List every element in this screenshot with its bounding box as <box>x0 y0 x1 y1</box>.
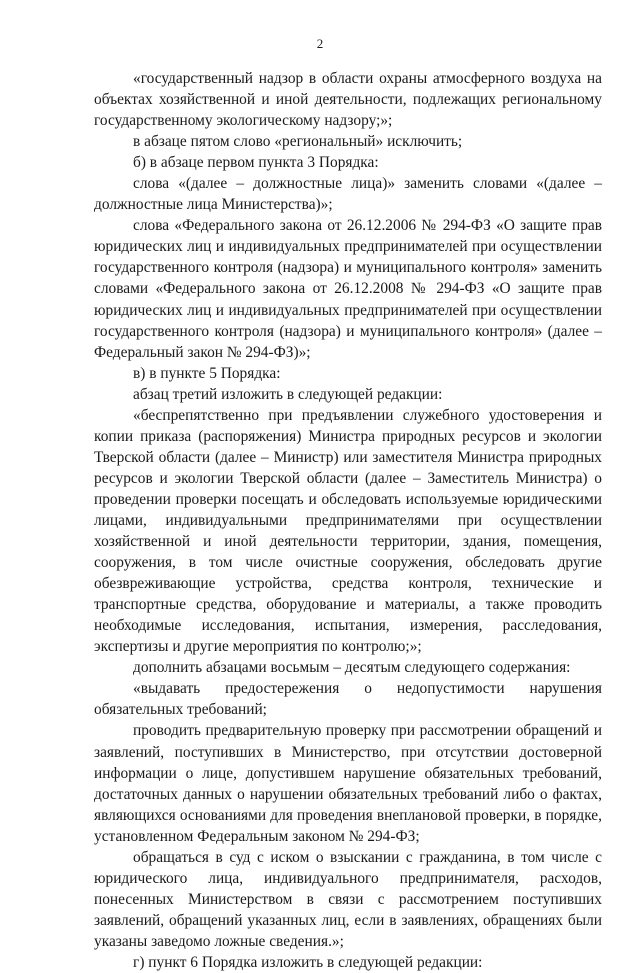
paragraph: «беспрепятственно при предъявлении служебного удостоверения и копии приказа (распоряжения) Министра природных ресурсов и экологии Тверской области (далее – Министр) или заместителя Министра природных ресурсов и экологии Тверской области (далее – Заместитель Министра) о проведении проверки посещать и обследовать используемые юридическими лицами, индивидуальными предпринимателями при осуществлении хозяйственной и иной деятельности территории, здания, помещения, сооружения, в том числе очистные сооружения, обследовать другие обезвреживающие устройства, средства контроля, технические и транспортные средства, оборудование и материалы, а также проводить необходимые исследования, испытания, измерения, расследования, экспертизы и другие мероприятия по контролю;»; <box>94 406 602 656</box>
paragraph: дополнить абзацами восьмым – десятым следующего содержания: <box>133 659 571 677</box>
paragraph: в) в пункте 5 Порядка: <box>133 364 281 382</box>
document-body <box>94 68 602 973</box>
paragraph: в абзаце пятом слово «региональный» исключить; <box>133 133 463 151</box>
paragraph: б) в абзаце первом пункта 3 Порядка: <box>133 154 379 172</box>
paragraph: абзац третий изложить в следующей редакции: <box>133 385 443 403</box>
paragraph: обращаться в суд с иском о взыскании с гражданина, в том числе с юридического лица, индивидуального предпринимателя, расходов, понесенных Министерством в связи с рассмотрением поступивших заявлений, обращений указанных лиц, если в заявлениях, обращениях были указаны заведомо ложные сведения.»; <box>94 848 602 950</box>
paragraph: слова «(далее – должностные лица)» заменить словами «(далее – должностные лица Министерства)»; <box>94 175 602 214</box>
paragraph: г) пункт 6 Порядка изложить в следующей редакции: <box>133 953 483 971</box>
paragraph: проводить предварительную проверку при рассмотрении обращений и заявлений, поступивших в Министерство, при отсутствии достоверной информации о лице, допустившем нарушение обязательных требований, достаточных данных о нарушении обязательных требований либо о фактах, являющихся основаниями для проведения внеплановой проверки, в порядке, установленном Федеральным законом № 294-ФЗ; <box>94 722 602 845</box>
paragraph: «государственный надзор в области охраны атмосферного воздуха на объектах хозяйственной и иной деятельности, подлежащих региональному государственному экологическому надзору;»; <box>94 70 602 130</box>
paragraph: «выдавать предостережения о недопустимости нарушения обязательных требований; <box>94 680 602 719</box>
paragraph: слова «Федерального закона от 26.12.2006 № 294-ФЗ «О защите прав юридических лиц и индивидуальных предпринимателей при осуществлении государственного контроля (надзора) и муниципального контроля» заменить словами «Федерального закона от 26.12.2008 № 294-ФЗ «О защите прав юридических лиц и индивидуальных предпринимателей при осуществлении государственного контроля (надзора) и муниципального контроля» (далее – Федеральный закон № 294-ФЗ)»; <box>94 217 602 361</box>
page-number: 2 <box>316 36 324 51</box>
